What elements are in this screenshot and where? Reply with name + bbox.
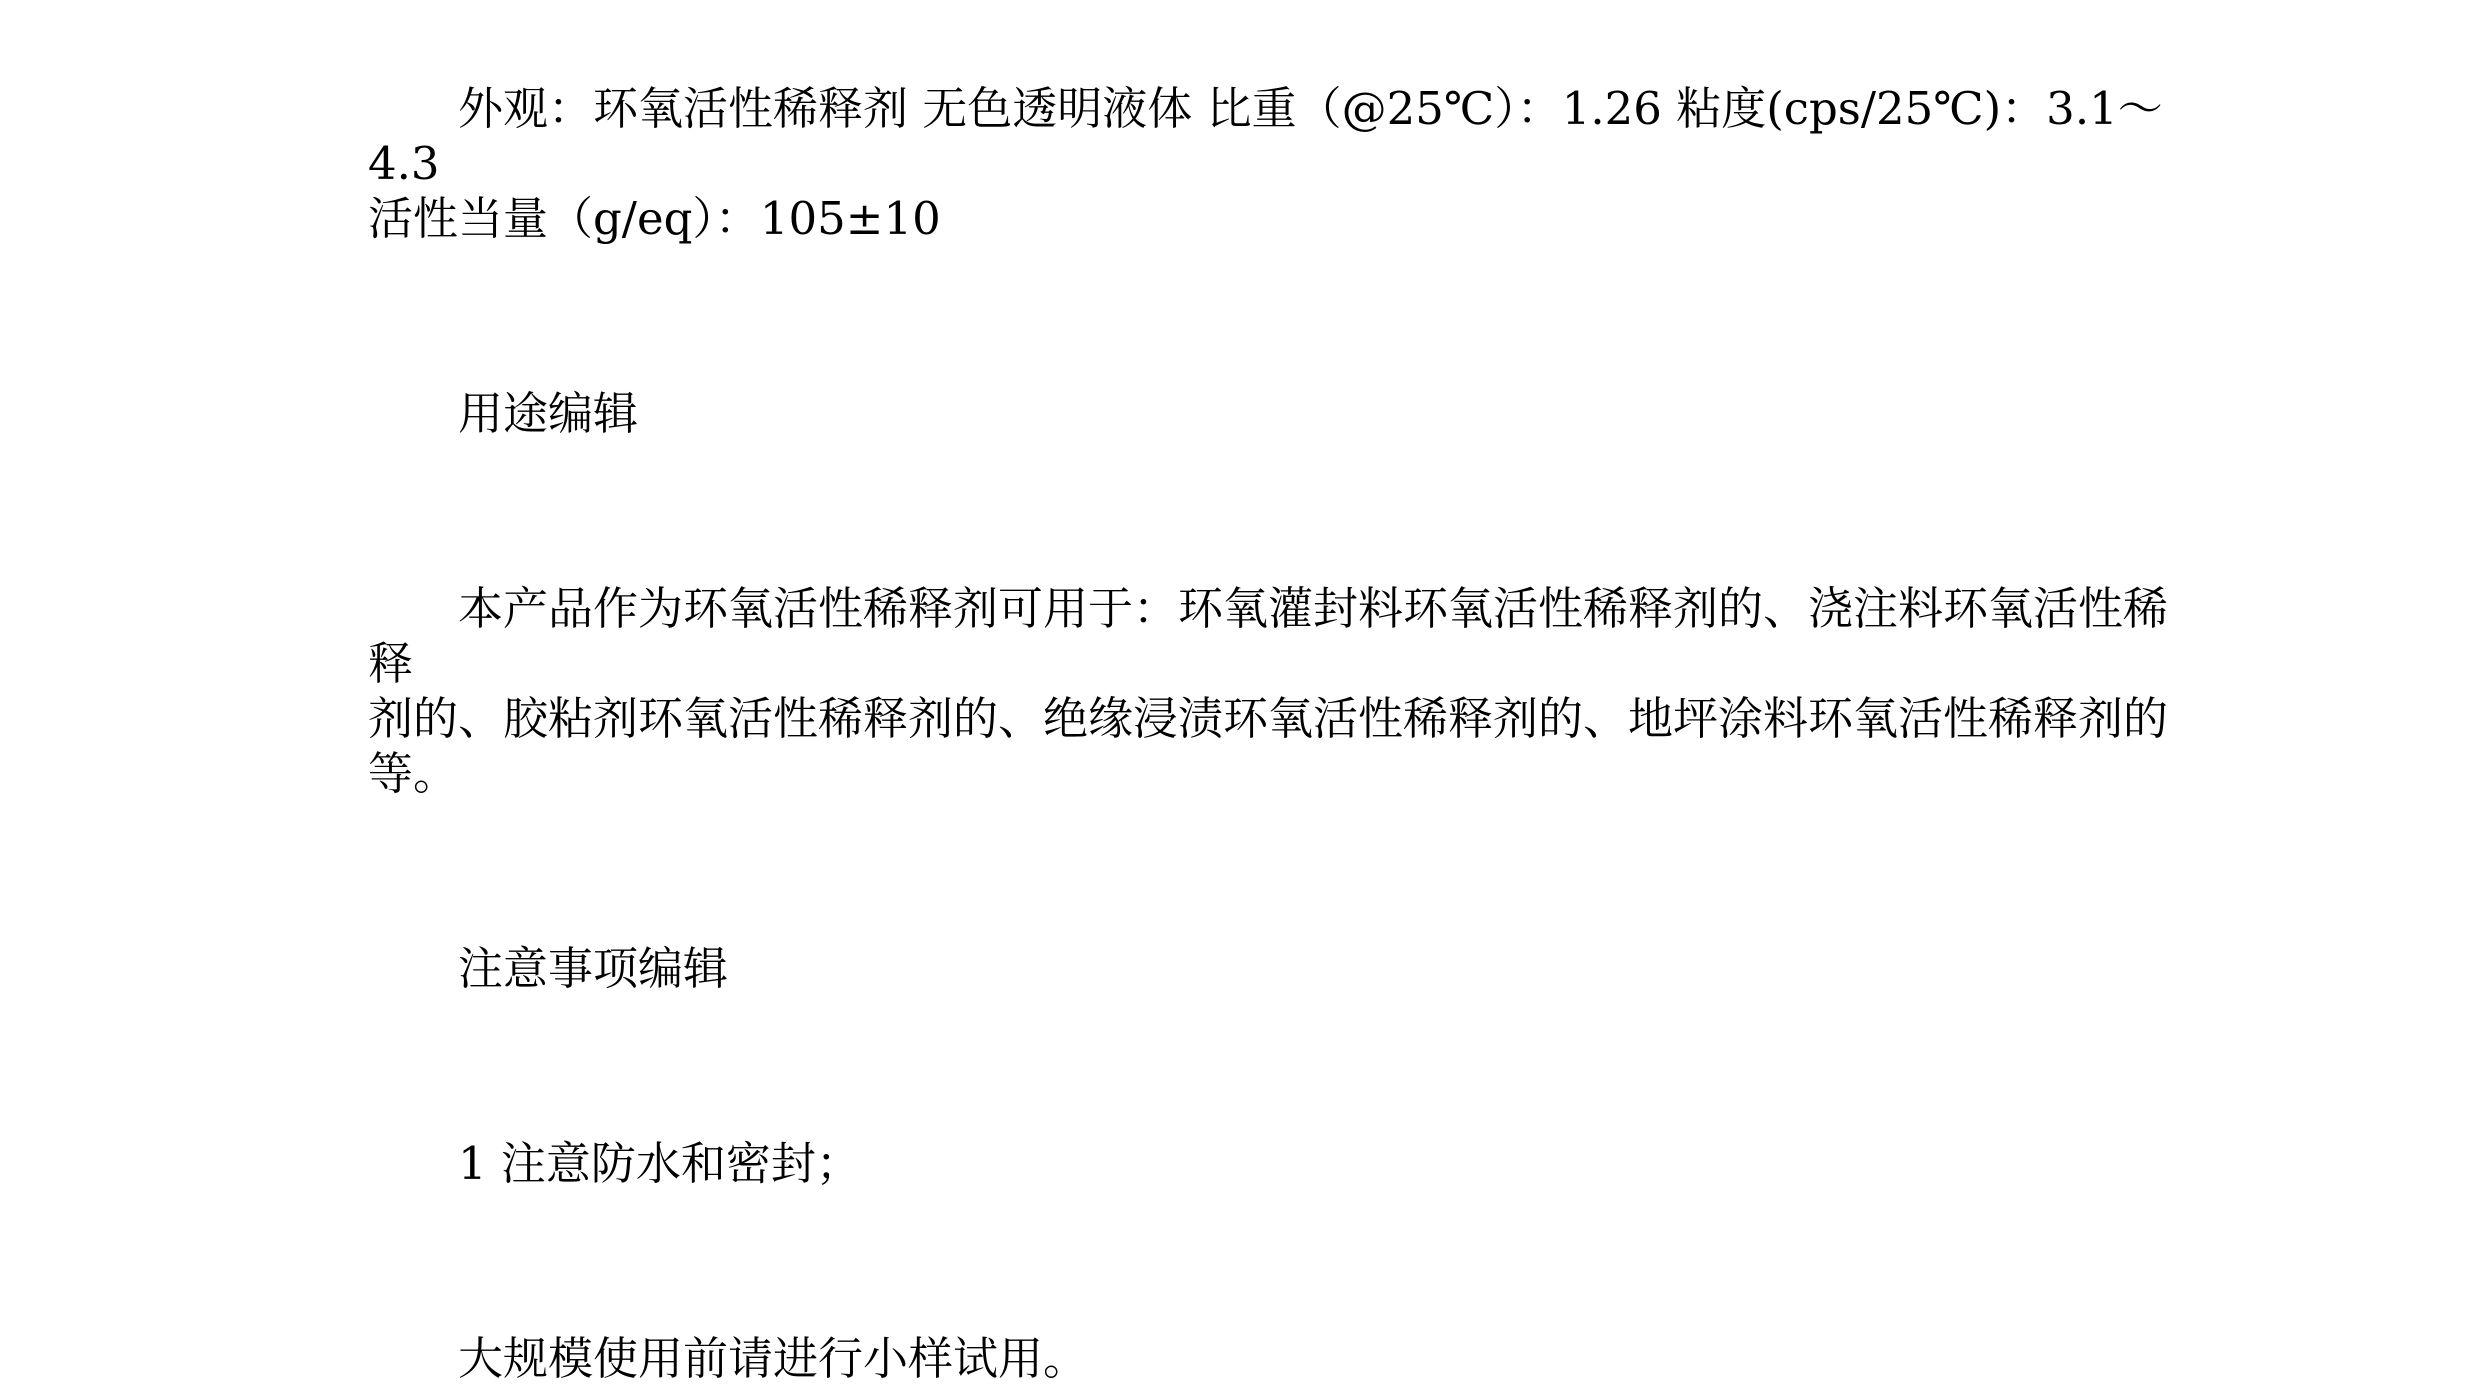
paragraph (368, 1331, 2168, 1386)
text-line: 活性当量（g/eq）：105±10 (368, 192, 941, 245)
section-heading-text: 注意事项编辑 (458, 942, 729, 995)
paragraph (368, 581, 2168, 801)
text-line: 大规模使用前请进行小样试用。 (458, 1332, 1089, 1385)
text-line: 外观：环氧活性稀释剂 无色透明液体 比重（@25℃）：1.26 粘度(cps/25℃)：3.1～4.3 (368, 82, 2163, 190)
paragraph (368, 81, 2168, 246)
section-heading (368, 386, 2168, 441)
paragraph (368, 1136, 2168, 1191)
section-heading-text: 用途编辑 (458, 387, 639, 440)
text-line: 1 注意防水和密封； (458, 1137, 861, 1190)
text-line: 剂的、胶粘剂环氧活性稀释剂的、绝缘浸渍环氧活性稀释剂的、地坪涂料环氧活性稀释剂的等。 (368, 692, 2169, 800)
document-body (368, 81, 2168, 1386)
section-heading (368, 941, 2168, 996)
text-line: 本产品作为环氧活性稀释剂可用于：环氧灌封料环氧活性稀释剂的、浇注料环氧活性稀释 (368, 582, 2169, 690)
